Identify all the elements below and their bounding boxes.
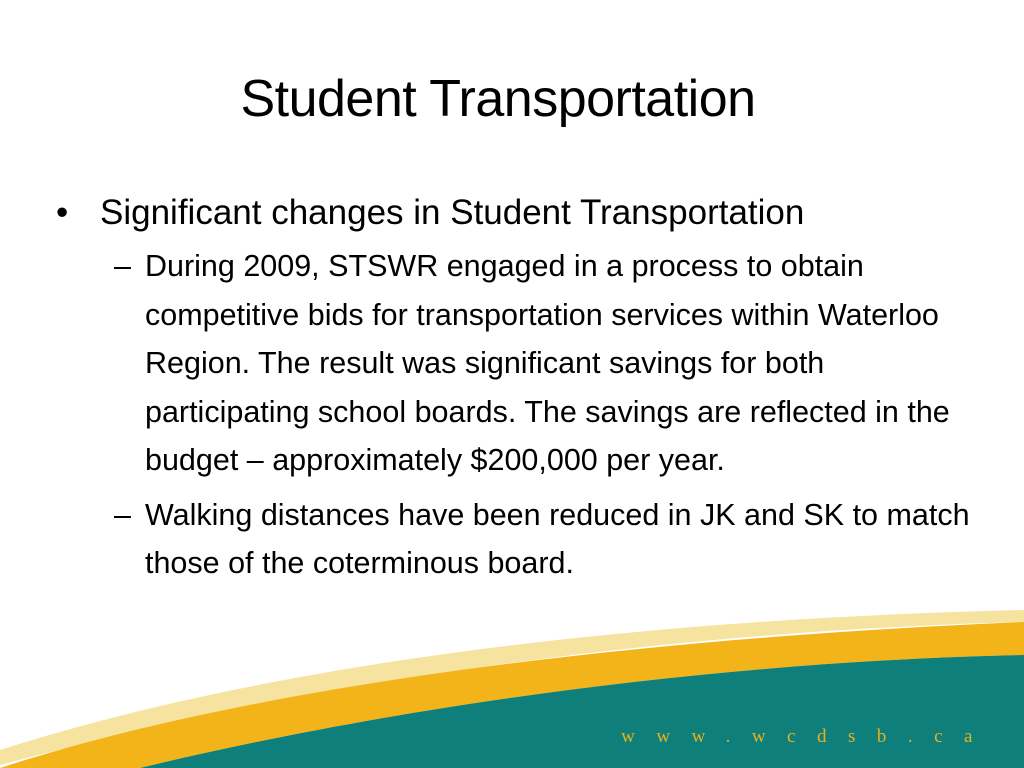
bullet-text: Significant changes in Student Transportation xyxy=(100,193,805,232)
sub-bullet-marker: – xyxy=(114,497,131,532)
sub-bullet-marker: – xyxy=(114,249,131,283)
sub-bullet-text: Walking distances have been reduced in JK and SK to match those of the coterminous board. xyxy=(145,497,970,580)
bullet-item xyxy=(56,188,986,238)
sub-bullet-item xyxy=(114,491,986,588)
slide-title: Student Transportation xyxy=(240,70,756,128)
slide-content xyxy=(56,188,986,594)
sub-bullet-text: During 2009, STSWR engaged in a process to obtain competitive bids for transportation services within Waterloo Region. The result was significant savings for both participating school boards. The savings are reflected in the budget – approximately $200,000 per year. xyxy=(145,249,950,477)
bullet-marker: • xyxy=(56,193,69,232)
footer-url: www.wcdsb.ca xyxy=(621,726,994,747)
sub-bullet-item xyxy=(114,242,986,485)
